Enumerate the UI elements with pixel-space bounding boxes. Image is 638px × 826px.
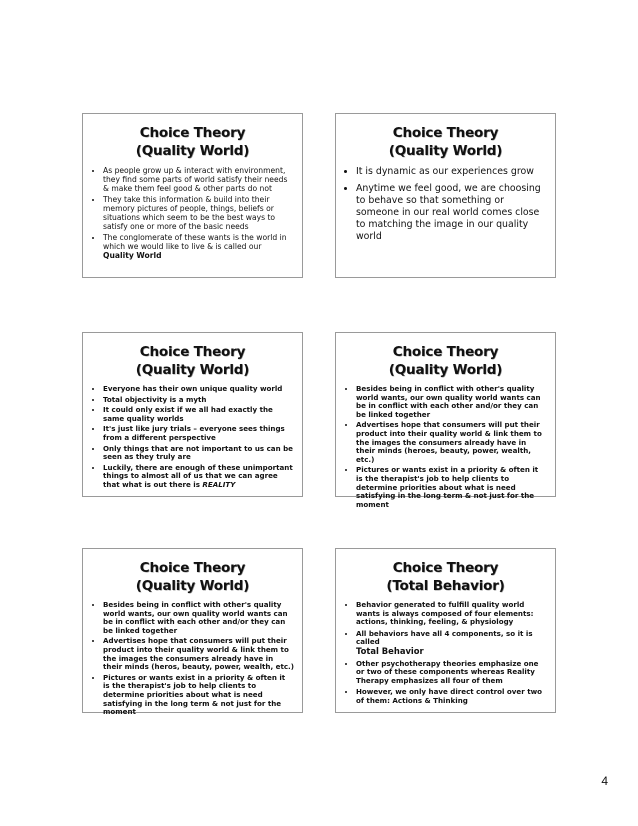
bullet-item: • Anytime we feel good, we are choosing to behave so that something or someone in our real world comes close to matching the image in our quality world (356, 183, 547, 243)
bullet-item: • Besides being in conflict with other's quality world wants, our own quality world wants can be in conflict with each other and/or they can be linked together (103, 601, 294, 635)
slide-4 (335, 332, 556, 509)
emphasis-text: Total Behavior (356, 645, 424, 656)
slide-title (91, 559, 294, 595)
bullet-item: • Everyone has their own unique quality world (103, 385, 294, 394)
slide-title-line1: Choice Theory (139, 125, 246, 141)
slide-title-line2: (Quality World) (135, 143, 250, 159)
bullet-item: • Pictures or wants exist in a priority & often it is the therapist's job to help clients to determine priorities about what is need satisfying in the long term & not just for the moment (356, 466, 547, 509)
slide-title (91, 343, 294, 379)
bullet-item: • Advertises hope that consumers will put their product into their quality world & link them to the images the consumers already have in their minds (heroes, beauty, power, wealth, etc.) (356, 421, 547, 464)
bullet-item: • The conglomerate of these wants is the world in which we would like to live & is called our Quality World (103, 233, 294, 260)
slide-title-line2: (Quality World) (388, 143, 503, 159)
bullet-item: • They take this information & build into their memory pictures of people, things, beliefs or situations which seem to be the best ways to satisfy one or more of the basic needs (103, 195, 294, 231)
bullet-item: • All behaviors have all 4 components, so it is called Total Behavior (356, 630, 547, 657)
slide-title-line1: Choice Theory (392, 125, 499, 141)
slide-3 (82, 332, 303, 497)
bullet-list (91, 385, 294, 490)
bullet-list (91, 166, 294, 260)
bullet-item: • It is dynamic as our experiences grow (356, 166, 547, 178)
bullet-item: • Pictures or wants exist in a priority & often it is the therapist's job to help clients to determine priorities about what is need satisfying in the long term & not just for the moment (103, 674, 294, 717)
slide-2 (335, 113, 556, 278)
bullet-item: • Only things that are not important to us can be seen as they truly are (103, 445, 294, 462)
bullet-item: • It could only exist if we all had exactly the same quality worlds (103, 406, 294, 423)
slide-title-line1: Choice Theory (139, 560, 246, 576)
slide-title-line1: Choice Theory (392, 560, 499, 576)
bullet-list (91, 601, 294, 717)
bullet-item: • Advertises hope that consumers will put their product into their quality world & link them to the images the consumers already have in their minds (heros, beauty, power, wealth, etc.) (103, 637, 294, 671)
slide-title-line2: (Quality World) (135, 362, 250, 378)
bullet-list (344, 385, 547, 509)
slide-5 (82, 548, 303, 717)
slide-6 (335, 548, 556, 713)
emphasis-text: REALITY (202, 479, 236, 489)
slide-1 (82, 113, 303, 278)
bullet-item: • However, we only have direct control over two of them: Actions & Thinking (356, 688, 547, 705)
slide-title-line2: (Quality World) (388, 362, 503, 378)
slide-title (344, 124, 547, 160)
page-number: 4 (601, 774, 608, 788)
bullet-item: • Other psychotherapy theories emphasize one or two of these components whereas Reality Therapy emphasizes all four of them (356, 660, 547, 686)
bullet-item: • It's just like jury trials – everyone sees things from a different perspective (103, 425, 294, 442)
bullet-list (344, 601, 547, 706)
bullet-item: • Besides being in conflict with other's quality world wants, our own quality world wants can be in conflict with each other and/or they can be linked together (356, 385, 547, 419)
slide-title-line1: Choice Theory (392, 344, 499, 360)
slide-title-line2: (Quality World) (135, 578, 250, 594)
slide-title (344, 343, 547, 379)
slide-title (91, 124, 294, 160)
bullet-item: • Total objectivity is a myth (103, 396, 294, 405)
bullet-list (344, 166, 547, 243)
slide-title-line1: Choice Theory (139, 344, 246, 360)
bullet-item: • Behavior generated to fulfill quality world wants is always composed of four elements: actions, thinking, feeling, & physiology (356, 601, 547, 627)
slide-title (344, 559, 547, 595)
slide-title-line2: (Total Behavior) (386, 578, 505, 594)
emphasis-text: Quality World (103, 251, 162, 260)
bullet-item: • As people grow up & interact with environment, they find some parts of world satisfy their needs & make them feel good & other parts do not (103, 166, 294, 193)
bullet-item: • Luckily, there are enough of these unimportant things to almost all of us that we can agree that what is out there is REALITY (103, 464, 294, 490)
